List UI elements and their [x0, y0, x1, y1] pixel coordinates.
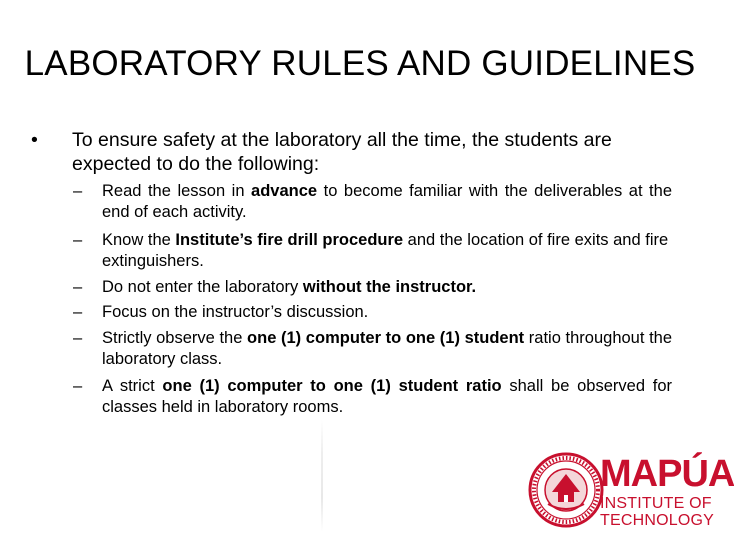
rule-text: shall be observed for classes held in laboratory rooms. — [102, 377, 672, 416]
dash-marker: – — [73, 329, 83, 347]
rule-item — [102, 302, 672, 323]
rule-text: Know the — [102, 231, 176, 249]
rule-bold-text: Institute’s fire drill procedure — [175, 231, 404, 249]
logo-line-institute: INSTITUTE OF — [600, 495, 712, 512]
dash-marker: – — [73, 182, 83, 200]
faint-divider-line — [321, 420, 323, 532]
rule-item — [102, 230, 672, 271]
rule-bold-text: advance — [251, 182, 318, 200]
rule-item — [102, 277, 672, 298]
rule-text: to become familiar with the deliverables at the end of each activity. — [102, 182, 672, 221]
rule-item — [102, 328, 672, 369]
logo-line-mapua: MAPÚA — [600, 453, 734, 495]
rule-text: and the location of fire exits and fire extinguishers. — [102, 231, 669, 270]
logo-line-technology: TECHNOLOGY — [600, 512, 715, 529]
rule-text: Do not enter the laboratory — [102, 278, 303, 296]
dash-marker: – — [73, 231, 83, 249]
rule-text: A strict — [102, 377, 163, 395]
intro-paragraph: To ensure safety at the laboratory all the time, the students are expected to do the following: — [72, 129, 612, 175]
slide-title: LABORATORY RULES AND GUIDELINES — [24, 44, 696, 83]
rule-item — [102, 181, 672, 222]
dash-marker: – — [73, 377, 83, 395]
rule-bold-text: one (1) computer to one (1) student ratio — [162, 377, 502, 395]
rule-text: Read the lesson in — [102, 182, 252, 200]
bullet-marker: • — [31, 129, 38, 151]
dash-marker: – — [73, 303, 83, 321]
rule-bold-text: without the instructor. — [302, 278, 477, 296]
rule-text: Strictly observe the — [102, 329, 248, 347]
seal-icon — [530, 454, 602, 526]
rule-text: ratio throughout the laboratory class. — [102, 329, 673, 368]
dash-marker: – — [73, 278, 83, 296]
rule-text: Focus on the instructor’s discussion. — [102, 303, 369, 321]
logo-wordmark — [600, 453, 734, 529]
rule-bold-text: one (1) computer to one (1) student — [247, 329, 525, 347]
rule-item — [102, 376, 672, 417]
